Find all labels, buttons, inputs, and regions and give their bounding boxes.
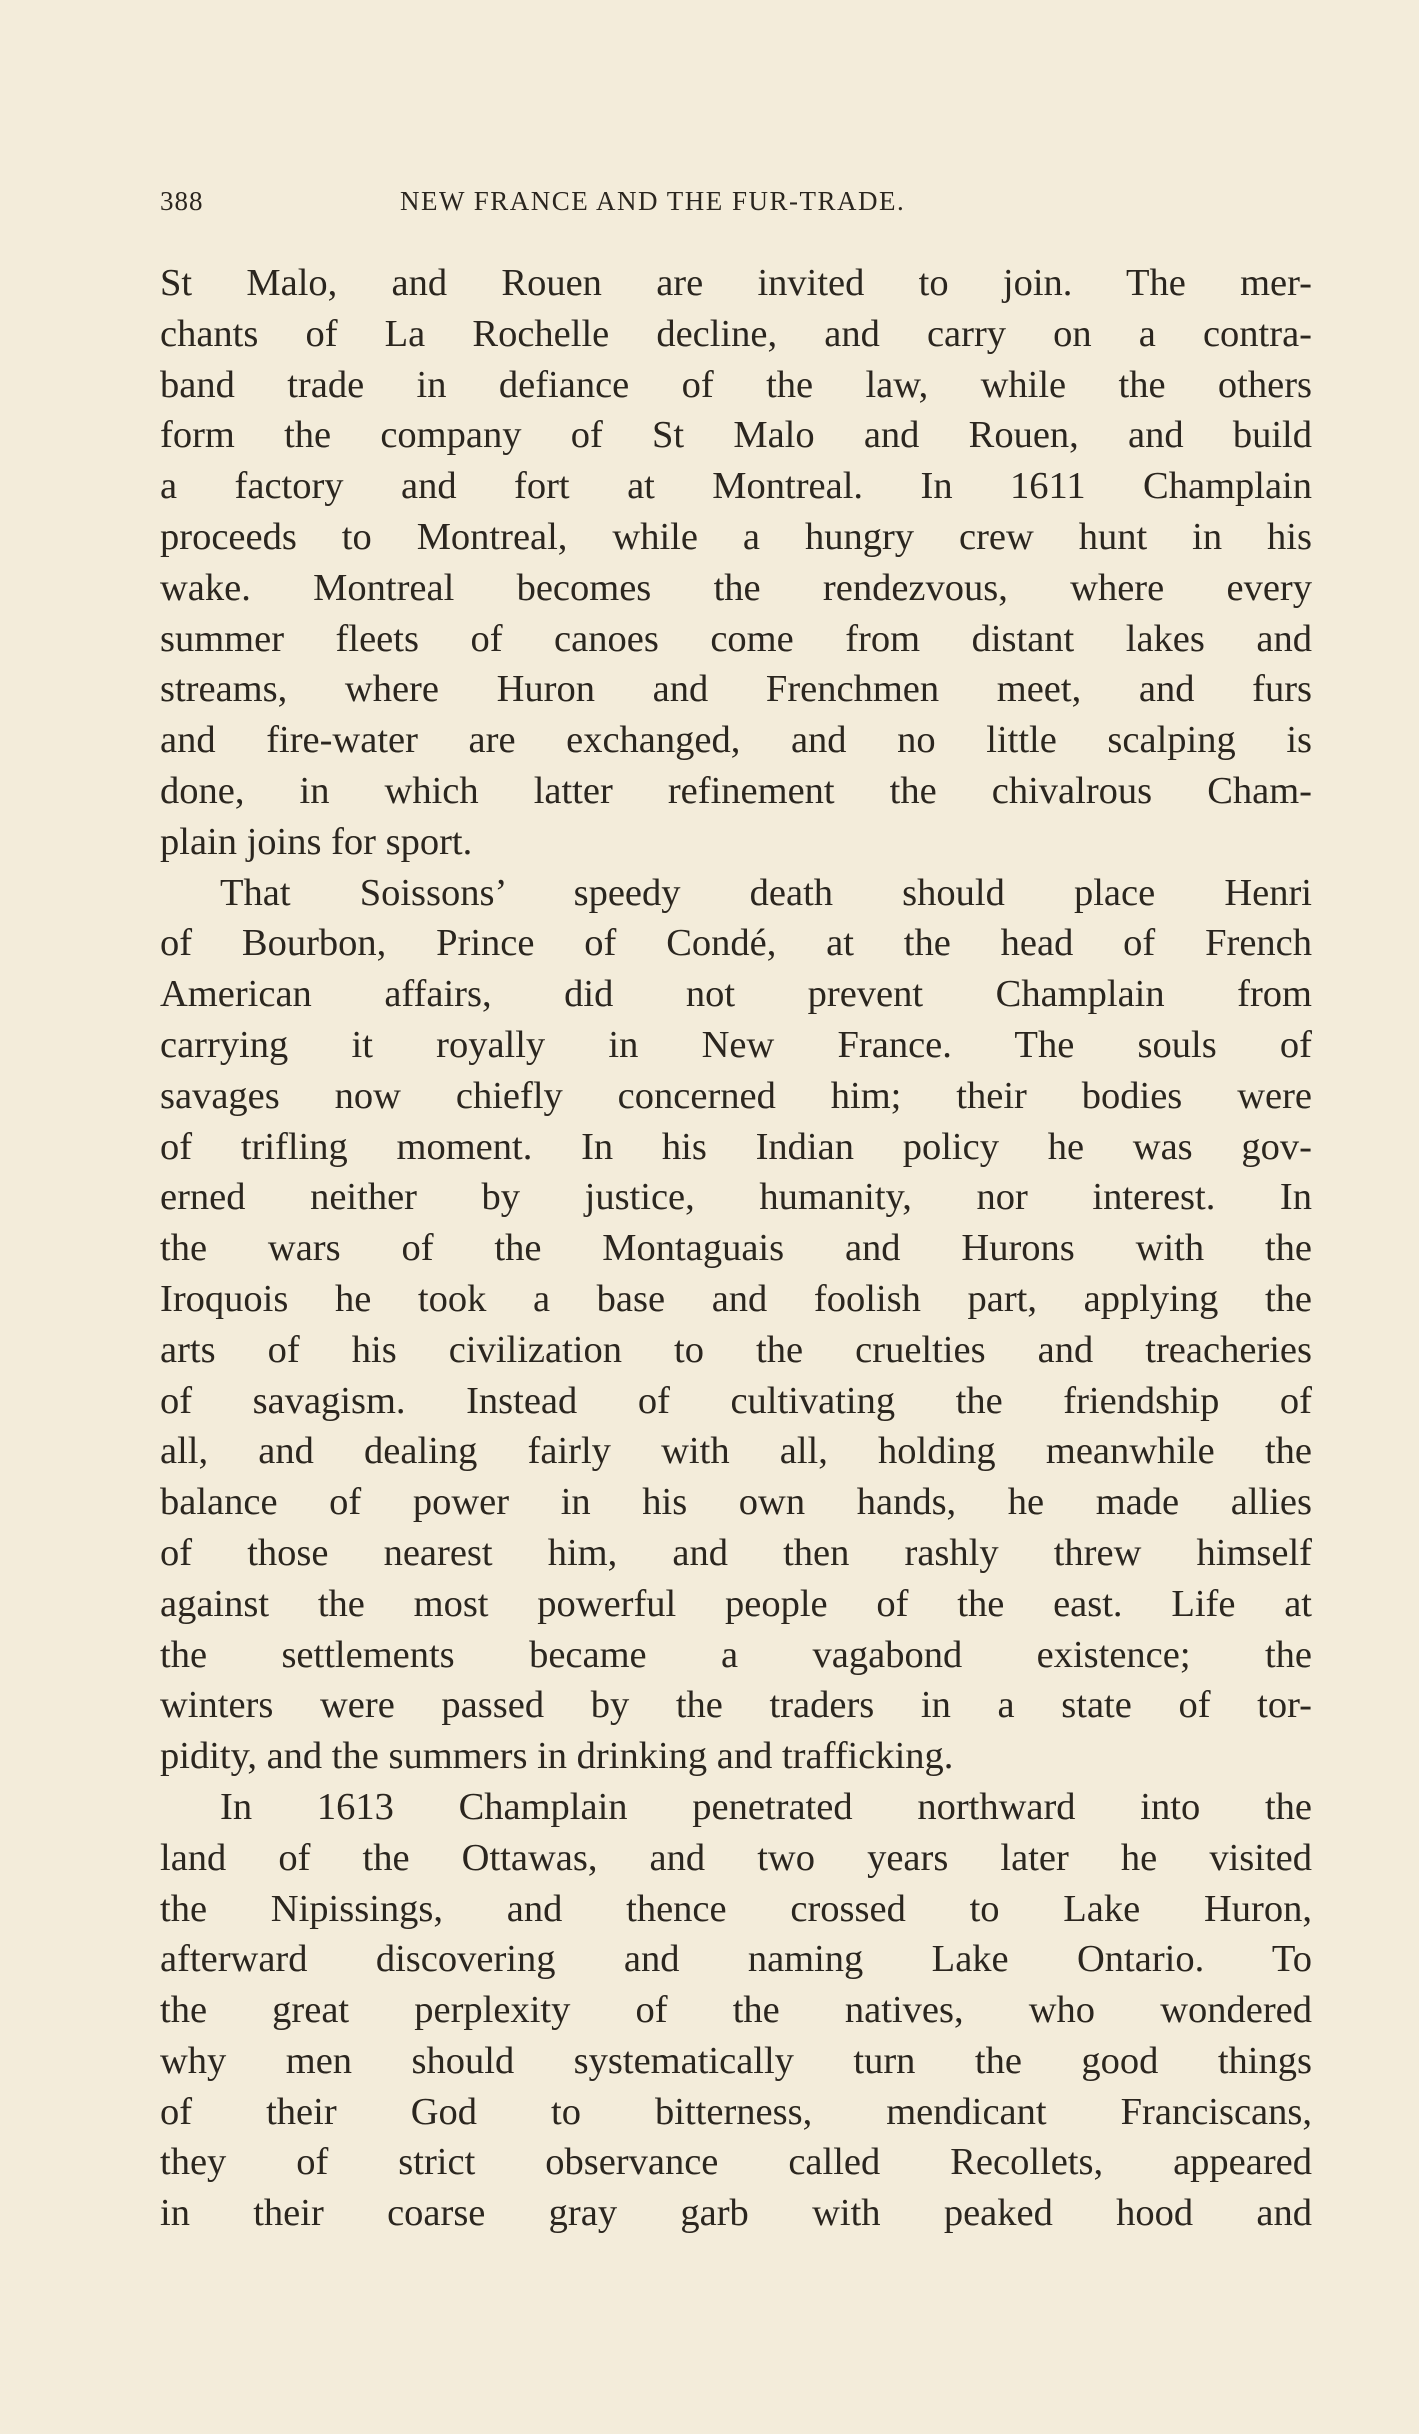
text-line: why men should systematically turn the good things [160, 2039, 1312, 2082]
text-line: balance of power in his own hands, he made allies [160, 1481, 1312, 1524]
text-line: the Nipissings, and thence crossed to Lake Huron, [160, 1887, 1312, 1930]
text-line: American affairs, did not prevent Champlain from [160, 973, 1312, 1016]
text-line: St Malo, and Rouen are invited to join. The mer- [160, 262, 1312, 304]
text-line: arts of his civilization to the cruelties and treacheries [160, 1328, 1312, 1371]
text-line: of savagism. Instead of cultivating the friendship of [160, 1379, 1312, 1422]
text-line: erned neither by justice, humanity, nor interest. In [160, 1176, 1312, 1219]
running-head: NEW FRANCE AND THE FUR-TRADE. [400, 186, 906, 216]
text-line: done, in which latter refinement the chivalrous Cham- [160, 769, 1312, 812]
text-line: all, and dealing fairly with all, holding meanwhile the [160, 1430, 1312, 1473]
text-line: pidity, and the summers in drinking and trafficking. [160, 1735, 954, 1778]
text-line: winters were passed by the traders in a state of tor- [160, 1684, 1312, 1727]
text-line: In 1613 Champlain penetrated northward into the [220, 1785, 1312, 1828]
text-line: band trade in defiance of the law, while the others [160, 363, 1312, 406]
text-line: the settlements became a vagabond existence; the [160, 1633, 1312, 1676]
body-text [160, 258, 1312, 2239]
text-line: of those nearest him, and then rashly threw himself [160, 1531, 1312, 1574]
text-line: and fire-water are exchanged, and no little scalping is [160, 719, 1312, 762]
text-line: carrying it royally in New France. The souls of [160, 1023, 1312, 1066]
text-line: in their coarse gray garb with peaked hood and [160, 2192, 1312, 2235]
text-line: wake. Montreal becomes the rendezvous, where every [160, 566, 1312, 609]
text-line: of Bourbon, Prince of Condé, at the head of French [160, 922, 1312, 965]
text-line: the great perplexity of the natives, who wondered [160, 1989, 1312, 2032]
text-line: savages now chiefly concerned him; their bodies were [160, 1074, 1312, 1117]
text-line: plain joins for sport. [160, 820, 473, 863]
page-header [160, 186, 1312, 226]
text-line: a factory and fort at Montreal. In 1611 Champlain [160, 465, 1312, 508]
text-line: against the most powerful people of the east. Life at [160, 1582, 1312, 1625]
text-line: chants of La Rochelle decline, and carry on a contra- [160, 312, 1312, 355]
text-line: Iroquois he took a base and foolish part, applying the [160, 1277, 1312, 1320]
text-line: streams, where Huron and Frenchmen meet, and furs [160, 668, 1312, 711]
text-line: of trifling moment. In his Indian policy he was gov- [160, 1125, 1312, 1168]
text-line: That Soissons’ speedy death should place Henri [220, 871, 1312, 914]
text-line: of their God to bitterness, mendicant Franciscans, [160, 2090, 1312, 2133]
text-line: land of the Ottawas, and two years later he visited [160, 1836, 1312, 1879]
text-line: they of strict observance called Recollets, appeared [160, 2141, 1312, 2184]
text-line: summer fleets of canoes come from distant lakes and [160, 617, 1312, 660]
text-line: afterward discovering and naming Lake Ontario. To [160, 1938, 1312, 1981]
text-line: proceeds to Montreal, while a hungry crew hunt in his [160, 515, 1312, 558]
page-number: 388 [160, 186, 204, 216]
text-line: form the company of St Malo and Rouen, and build [160, 414, 1312, 457]
text-line: the wars of the Montaguais and Hurons with the [160, 1227, 1312, 1270]
